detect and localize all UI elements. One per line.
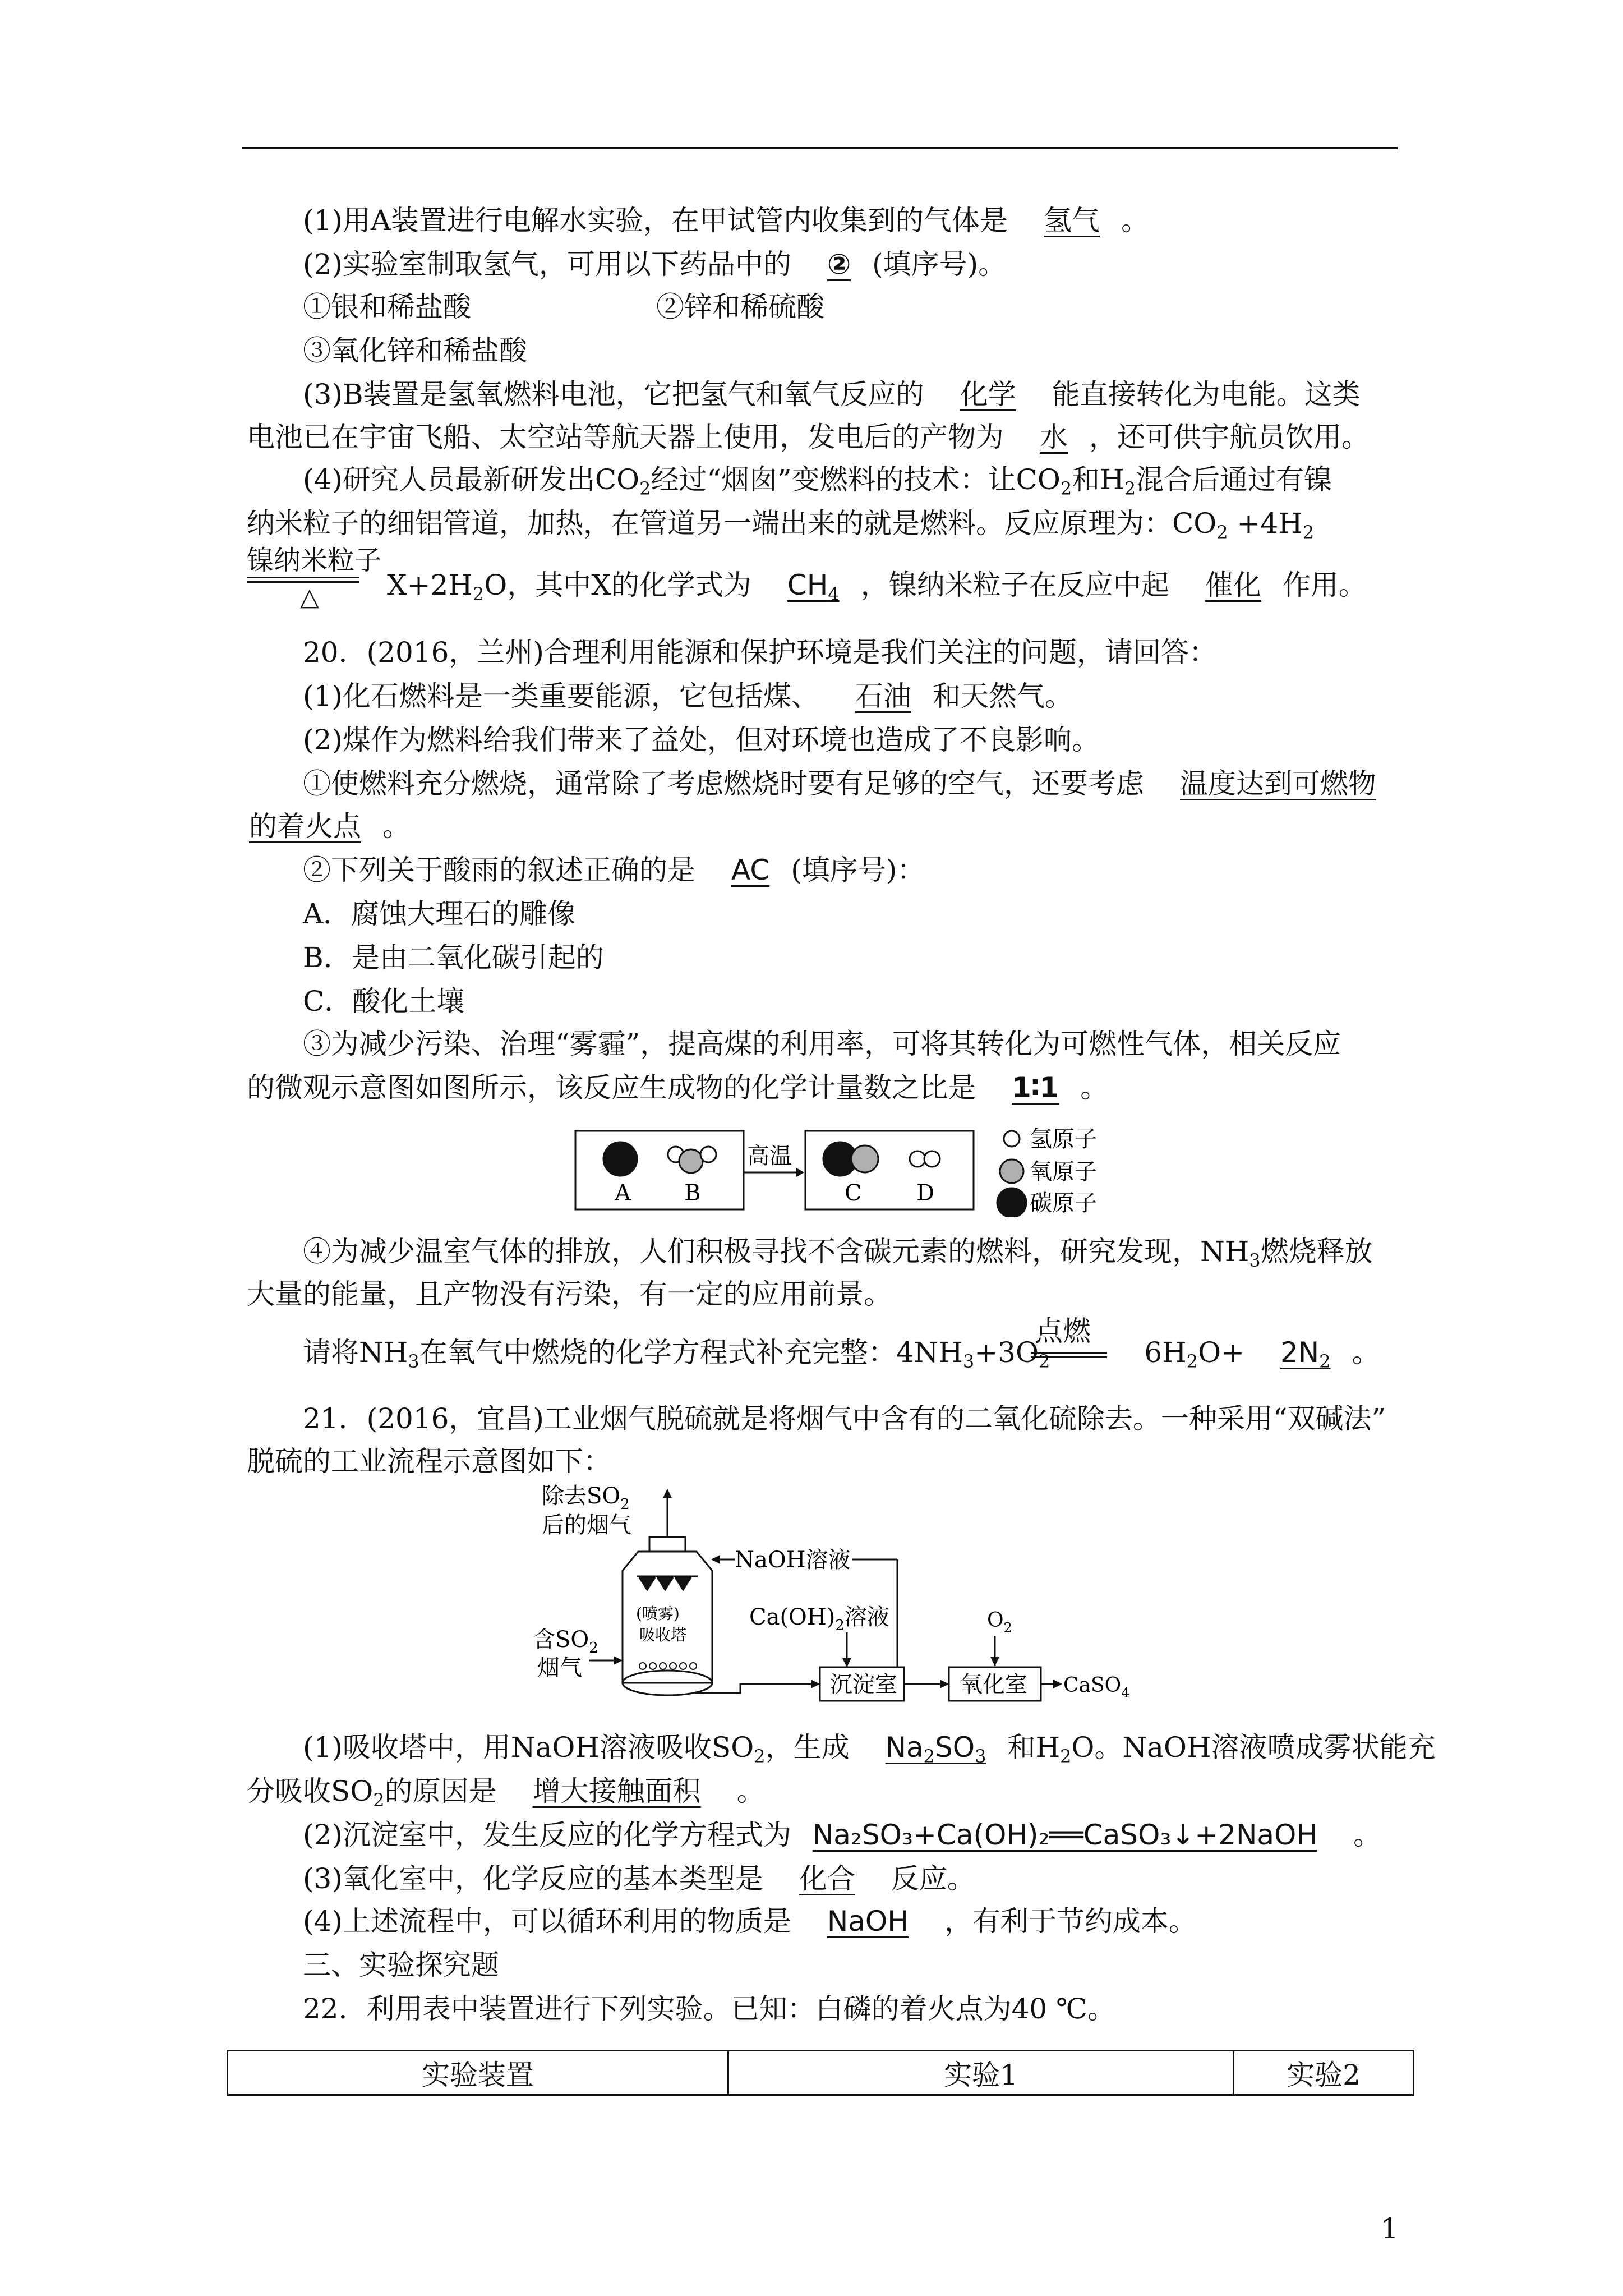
legend-carbon: 碳原子	[1030, 1190, 1097, 1216]
label-c: C	[845, 1180, 862, 1206]
oxygen-atom-c	[851, 1145, 878, 1172]
settling-room-label: 沉淀室	[830, 1672, 897, 1697]
q19-option-2: ②锌和稀硫酸	[656, 291, 824, 323]
spray-nozzles-icon	[639, 1577, 691, 1590]
carbon-atom-a	[603, 1142, 637, 1176]
naoh-solution-label: NaOH溶液	[735, 1547, 851, 1573]
q20-sub4-line1: ④为减少温室气体的排放，人们积极寻找不含碳元素的燃料，研究发现，$NH_3$燃烧释放	[303, 1235, 1373, 1271]
q20-sub3-line1: ③为减少污染、治理“雾霾”，提高煤的利用率，可将其转化为可燃性气体，相关反应	[303, 1028, 1341, 1060]
reactants-box	[575, 1131, 744, 1209]
hydrogen-atom-d1	[910, 1151, 925, 1167]
hydrogen-atom-b2	[700, 1147, 716, 1162]
q21-heading-line1: 21．(2016，宜昌)工业烟气脱硫就是将烟气中含有的二氧化硫除去。一种采用“双碱法”	[303, 1402, 1386, 1435]
settling-arrow-head	[811, 1680, 820, 1688]
exhaust-label-1: 除去$SO_2$	[542, 1483, 630, 1513]
q20-sub3-line2: 的微观示意图如图所示，该反应生成物的化学计量数之比是 1∶1 。	[247, 1071, 1109, 1104]
q19-condition-bar	[247, 577, 359, 578]
page-number: 1	[1381, 2212, 1399, 2245]
naoh-arrow-head	[711, 1555, 720, 1564]
arrow-head	[796, 1168, 804, 1177]
table-header-experiment-1: 实验1	[728, 2051, 1234, 2095]
q21-part1-line2: 分吸收$SO_2$的原因是 增大接触面积 。	[247, 1775, 765, 1811]
q20-option-b: B．是由二氧化碳引起的	[303, 941, 604, 974]
inlet-label-1: 含$SO_2$	[533, 1627, 598, 1657]
section-heading: 三、实验探究题	[303, 1949, 499, 1981]
q20-option-a: A．腐蚀大理石的雕像	[303, 898, 576, 930]
q20-option-c: C．酸化土壤	[303, 985, 465, 1018]
q21-part2: (2)沉淀室中，发生反应的化学方程式为 Na₂SO₃+Ca(OH)₂══CaSO₃↓+2NaOH 。	[303, 1819, 1381, 1851]
q22-heading: 22．利用表中装置进行下列实验。已知：白磷的着火点为40 ℃。	[303, 1993, 1116, 2025]
experiment-table	[227, 2050, 1414, 2096]
inlet-label-2: 烟气	[537, 1655, 582, 1681]
q19-part4-line2: 纳米粒子的细铝管道，加热，在管道另一端出来的就是燃料。反应原理为：$CO_2 +4H_2$	[247, 507, 1315, 543]
q19-part4-line1: (4)研究人员最新研发出$CO_2$经过“烟囱”变燃料的技术：让$CO_2$和$H_2$混合后通过有镍	[303, 463, 1332, 499]
arrow-label: 高温	[747, 1143, 792, 1169]
oxygen-legend-icon	[1000, 1159, 1023, 1183]
q20-part1: (1)化石燃料是一类重要能源，它包括煤、 石油 和天然气。	[303, 680, 1073, 712]
q19-option-1: ①银和稀盐酸	[303, 291, 471, 323]
q20-ignite-condition: 点燃	[1035, 1315, 1091, 1347]
caso4-label: CaSO$_4$	[1063, 1674, 1130, 1701]
table-header-apparatus: 实验装置	[228, 2051, 728, 2095]
q20-sub4-line2: 大量的能量，且产物没有污染，有一定的应用前景。	[247, 1278, 892, 1310]
tower-label-1: (喷雾)	[636, 1604, 680, 1623]
tower-label-2: 吸收塔	[639, 1626, 687, 1644]
table-header-row	[228, 2051, 1414, 2095]
q20-sub1-line2: 的着火点 。	[249, 810, 411, 843]
oxidation-arrow-head	[940, 1680, 949, 1688]
legend-hydrogen: 氢原子	[1030, 1128, 1097, 1152]
caoh-solution-label: $Ca(OH)_2$溶液	[749, 1604, 889, 1634]
q20-heading: 20．(2016，兰州)合理利用能源和保护环境是我们关注的问题，请回答：	[303, 636, 1217, 669]
tower-to-settling-line	[695, 1684, 819, 1693]
tower-chimney	[649, 1537, 685, 1552]
hydrogen-legend-icon	[1004, 1131, 1020, 1147]
q20-part2: (2)煤作为燃料给我们带来了益处，但对环境也造成了不良影响。	[303, 724, 1100, 756]
q19-part2: (2)实验室制取氢气，可用以下药品中的 ② (填序号)。	[303, 248, 1007, 280]
q19-heat-symbol: △	[300, 583, 319, 611]
q20-sub2: ②下列关于酸雨的叙述正确的是 AC (填序号)：	[303, 854, 925, 886]
top-rule	[242, 147, 1398, 149]
desulfurization-flow-diagram	[533, 1481, 1183, 1717]
q19-reaction-condition-top: 镍纳米粒子	[247, 545, 382, 576]
q21-part1-line1: (1)吸收塔中，用NaOH溶液吸收$SO_2$，生成 $Na_2SO_3$ 和$H_2O$。NaOH溶液喷成雾状能充	[303, 1731, 1436, 1767]
hydrogen-atom-d2	[924, 1151, 940, 1167]
output-arrow-head	[1053, 1680, 1062, 1688]
inlet-arrow-head	[614, 1656, 623, 1665]
legend-oxygen: 氧原子	[1030, 1159, 1097, 1185]
q21-heading-line2: 脱硫的工业流程示意图如下：	[247, 1445, 611, 1478]
q20-sub5-equation: 请将$NH_3$在氧气中燃烧的化学方程式补充完整：$4NH_3+3O_2$ $6H_2O+ 2N_2$ 。	[303, 1336, 1380, 1372]
caoh-arrow-head	[842, 1658, 851, 1667]
q19-option-3: ③氧化锌和稀盐酸	[303, 334, 527, 367]
oxygen-arrow-head	[990, 1657, 999, 1666]
exhaust-label-2: 后的烟气	[542, 1512, 631, 1538]
label-b: B	[684, 1180, 701, 1206]
q19-part1: (1)用A装置进行电解水实验，在甲试管内收集到的气体是 氢气 。	[303, 204, 1149, 237]
q21-part4: (4)上述流程中，可以循环利用的物质是 NaOH ，有利于节约成本。	[303, 1905, 1197, 1938]
q19-part3-line1: (3)B装置是氢氧燃料电池，它把氢气和氧气反应的 化学 能直接转化为电能。这类	[303, 378, 1361, 411]
q20-sub1-line1: ①使燃料充分燃烧，通常除了考虑燃烧时要有足够的空气，还要考虑 温度达到可燃物	[303, 767, 1376, 800]
q21-part3: (3)氧化室中，化学反应的基本类型是 化合 反应。	[303, 1862, 975, 1895]
q19-part4-line3: $X+2H_2O$，其中X的化学式为 $CH_4$ ，镍纳米粒子在反应中起 催化 作用。	[387, 569, 1367, 605]
table-header-experiment-2: 实验2	[1234, 2051, 1414, 2095]
q19-part3-line2: 电池已在宇宙飞船、太空站等航天器上使用，发电后的产物为 水 ，还可供宇航员饮用。	[247, 421, 1370, 453]
oxygen-atom-b	[679, 1149, 703, 1173]
label-d: D	[916, 1180, 935, 1206]
exhaust-arrow-head	[663, 1489, 672, 1498]
reaction-micro-diagram	[572, 1128, 1144, 1217]
oxygen-label: $O_2$	[987, 1609, 1012, 1636]
label-a: A	[615, 1180, 631, 1206]
oxidation-room-label: 氧化室	[960, 1672, 1027, 1697]
carbon-legend-icon	[997, 1188, 1026, 1217]
